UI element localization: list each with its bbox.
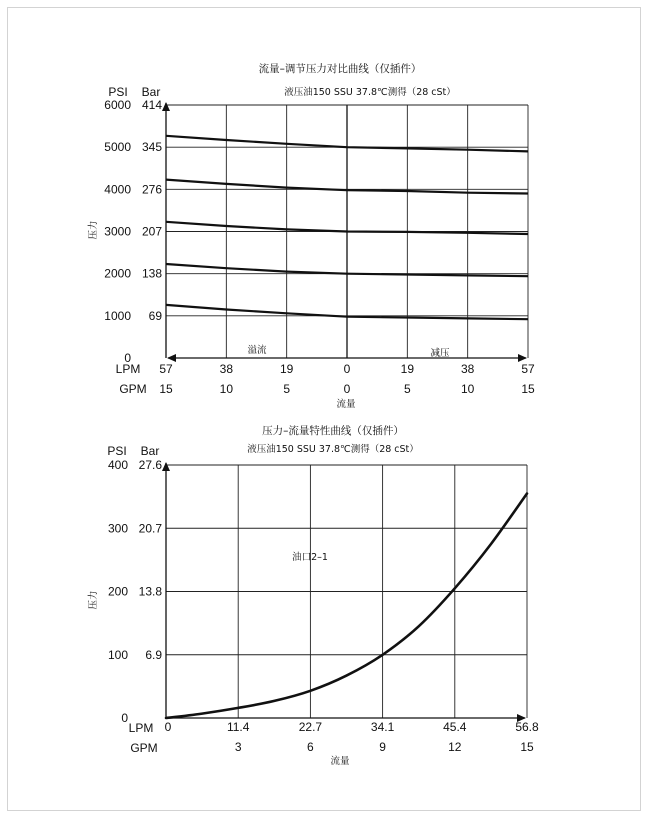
- chart1-x-unit-gpm: GPM: [119, 382, 147, 396]
- chart2-x-tick-gpm: 9: [379, 740, 386, 754]
- chart1-x-tick-gpm: 5: [403, 382, 411, 396]
- chart1-y-tick-psi: 5000: [104, 140, 131, 155]
- chart1-x-tick-lpm: 57: [159, 362, 173, 376]
- chart2-title: 压力–流量特性曲线（仅插件）: [262, 425, 404, 437]
- chart1-x-tick-lpm: 57: [521, 362, 535, 376]
- chart2-x-tick-lpm: 56.8: [515, 720, 539, 734]
- chart1-x-tick-gpm: 5: [283, 382, 291, 396]
- chart1-y-tick-psi: 2000: [104, 266, 131, 281]
- chart1-annotation-reducing: 减压: [430, 348, 450, 359]
- chart2-x-tick-gpm: 15: [520, 740, 534, 754]
- chart2-y-tick-psi: 200: [107, 584, 128, 599]
- chart1-y-tick-psi: 0: [124, 351, 131, 365]
- chart1-x-tick-gpm: 10: [460, 382, 475, 396]
- chart1-y-tick-psi: 1000: [104, 308, 131, 323]
- chart2-y-unit-bar: Bar: [140, 444, 160, 458]
- chart2-x-tick-lpm: 45.4: [443, 720, 467, 734]
- chart2-x-tick-gpm: 6: [307, 740, 314, 754]
- chart2-y-tick-psi: 0: [121, 711, 128, 725]
- chart2-x-tick-lpm: 34.1: [370, 720, 395, 734]
- chart1-y-tick-psi: 4000: [104, 182, 131, 197]
- chart2-x-tick-lpm: 0: [164, 720, 172, 734]
- chart2-subtitle: 液压油150 SSU 37.8℃测得（28 cSt）: [247, 444, 419, 455]
- chart2-x-unit-gpm: GPM: [130, 741, 158, 755]
- chart2-x-ticks: [165, 720, 539, 754]
- chart2-series: [166, 494, 527, 719]
- chart1-x-tick-gpm: 0: [343, 382, 351, 396]
- chart2-x-unit-lpm: LPM: [128, 721, 154, 735]
- chart2-y-tick-psi: 100: [107, 647, 128, 662]
- chart1-x-tick-lpm: 0: [343, 362, 351, 376]
- chart1-y-tick-psi: 3000: [104, 224, 131, 239]
- chart2-x-tick-lpm: 11.4: [226, 720, 250, 734]
- chart1-x-tick-lpm: 19: [279, 362, 294, 376]
- chart1-x-tick-gpm: 10: [219, 382, 234, 396]
- chart1-y-unit-bar: Bar: [141, 85, 161, 99]
- chart1-x-ticks: [159, 362, 535, 396]
- chart2-x-tick-gpm: 3: [234, 740, 242, 754]
- chart1-x-tick-gpm: 15: [159, 382, 173, 396]
- chart1-x-tick-gpm: 15: [521, 382, 535, 396]
- chart2-y-tick-bar: 20.7: [138, 521, 162, 536]
- chart1-y-tick-bar: 345: [141, 140, 162, 155]
- chart2-series-line-1: [166, 494, 527, 719]
- chart2-x-tick-lpm: 22.7: [298, 720, 323, 734]
- chart1-title: 流量–调节压力对比曲线（仅插件）: [258, 63, 422, 75]
- chart2-y-label: 压力: [88, 590, 99, 610]
- chart2-y-tick-psi: 300: [107, 521, 128, 536]
- chart1-x-tick-lpm: 38: [460, 362, 475, 376]
- chart2-x-label: 流量: [330, 756, 350, 767]
- chart2-grid: [166, 463, 527, 718]
- chart1-subtitle: 液压油150 SSU 37.8℃测得（28 cSt）: [284, 87, 456, 98]
- chart1: [87, 62, 535, 410]
- chart2-y-unit-psi: PSI: [107, 444, 127, 458]
- chart1-y-tick-bar: 276: [141, 182, 162, 197]
- chart1-y-label: 压力: [88, 220, 99, 240]
- chart1-y-tick-bar: 138: [141, 266, 162, 281]
- chart1-x-unit-lpm: LPM: [115, 362, 141, 376]
- chart2-annotation-port: 油口2–1: [292, 552, 328, 563]
- chart1-y-tick-bar: 69: [148, 308, 162, 323]
- chart1-y-tick-psi: 6000: [104, 98, 131, 112]
- chart1-annotation-relief: 溢流: [247, 345, 267, 356]
- chart1-y-tick-bar: 207: [141, 224, 162, 239]
- chart2: [87, 424, 539, 767]
- chart2-y-tick-psi: 400: [107, 458, 128, 472]
- chart1-y-ticks: [104, 98, 162, 365]
- chart1-y-unit-psi: PSI: [108, 85, 128, 99]
- chart1-x-tick-lpm: 38: [219, 362, 234, 376]
- chart2-y-tick-bar: 6.9: [145, 647, 162, 662]
- chart1-x-label: 流量: [336, 399, 356, 410]
- chart2-x-tick-gpm: 12: [448, 740, 462, 754]
- chart2-y-tick-bar: 27.6: [138, 458, 162, 472]
- chart1-x-tick-lpm: 19: [400, 362, 415, 376]
- chart2-y-tick-bar: 13.8: [138, 584, 162, 599]
- chart1-y-tick-bar: 414: [141, 98, 162, 112]
- chart2-y-ticks: [108, 458, 162, 725]
